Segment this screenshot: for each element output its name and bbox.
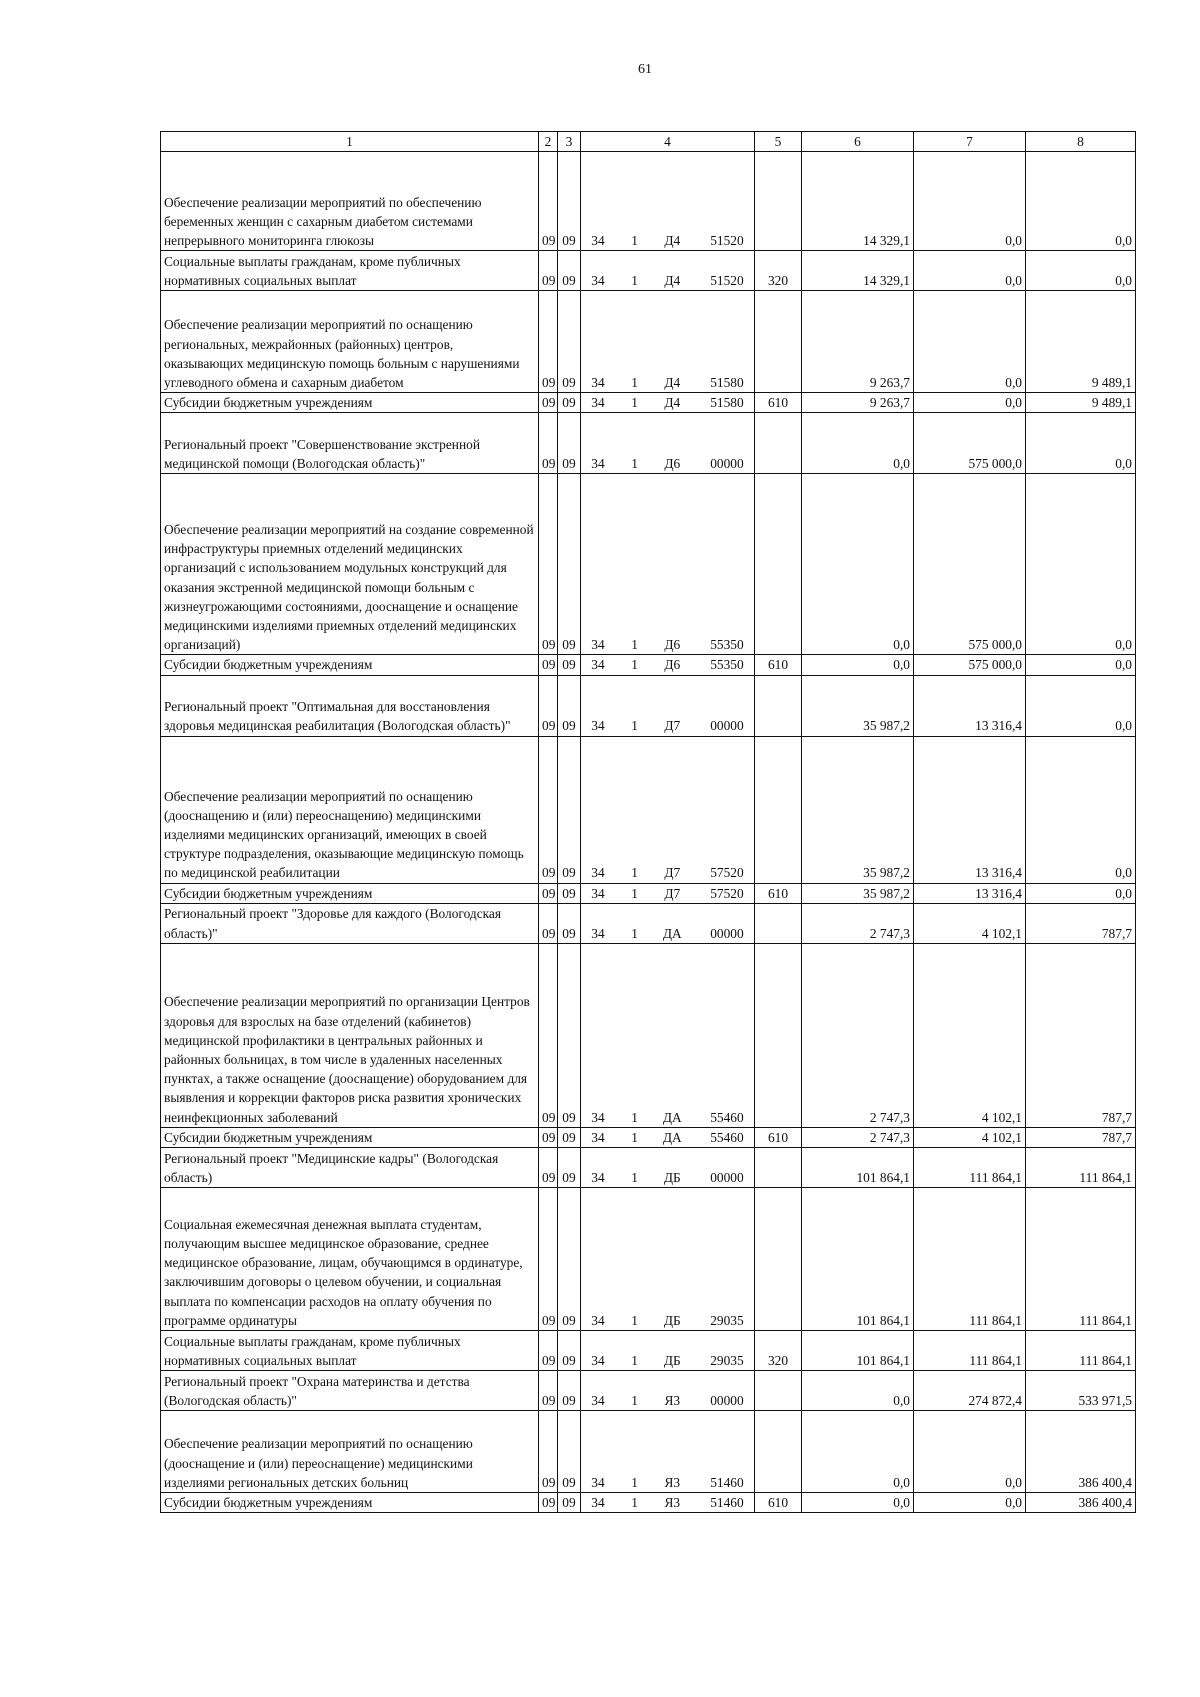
subprogram-code: 1 xyxy=(631,637,638,653)
amount-col6: 101 864,1 xyxy=(802,1188,914,1331)
target-article-code xyxy=(581,152,755,251)
project-code: ДБ xyxy=(663,1169,681,1185)
program-code: 34 xyxy=(591,375,605,390)
expense-type-code: 610 xyxy=(755,1493,802,1513)
project-code: Д7 xyxy=(664,885,681,901)
section-code: 09 xyxy=(539,943,558,1127)
subprogram-code: 1 xyxy=(631,1392,638,1408)
header-row xyxy=(161,132,1136,152)
subsection-code: 09 xyxy=(558,736,581,883)
target-article-code xyxy=(581,943,755,1127)
subprogram-code: 1 xyxy=(631,395,638,411)
section-code: 09 xyxy=(539,736,558,883)
subsection-code: 09 xyxy=(558,474,581,655)
subprogram-code: 1 xyxy=(631,1109,638,1125)
program-code: 34 xyxy=(591,657,605,673)
amount-col6: 101 864,1 xyxy=(802,1331,914,1371)
amount-col6: 9 263,7 xyxy=(802,393,914,413)
target-article-code xyxy=(581,883,755,903)
program-code: 34 xyxy=(591,1129,605,1145)
column-header: 2 xyxy=(539,132,558,152)
target-article-code xyxy=(581,1331,755,1371)
amount-col6: 35 987,2 xyxy=(802,883,914,903)
table-row xyxy=(161,474,1136,655)
program-code: 34 xyxy=(591,1169,605,1185)
column-header: 7 xyxy=(914,132,1026,152)
amount-col8: 386 400,4 xyxy=(1026,1411,1136,1493)
amount-col7: 111 864,1 xyxy=(914,1188,1026,1331)
item-name: Обеспечение реализации мероприятий по оснащению (дооснащение и (или) переоснащение) медицинскими изделиями региональных детских больниц xyxy=(161,1411,539,1493)
direction-code: 55350 xyxy=(710,637,744,653)
subprogram-code: 1 xyxy=(631,1129,638,1145)
program-code: 34 xyxy=(591,456,605,472)
direction-code: 00000 xyxy=(710,456,744,472)
item-name: Социальные выплаты гражданам, кроме публичных нормативных социальных выплат xyxy=(161,1331,539,1371)
amount-col6: 14 329,1 xyxy=(802,251,914,291)
expense-type-code: 610 xyxy=(755,655,802,675)
subprogram-code: 1 xyxy=(631,885,638,901)
project-code: ДБ xyxy=(663,1352,681,1368)
amount-col7: 0,0 xyxy=(914,152,1026,251)
section-code: 09 xyxy=(539,152,558,251)
item-name: Региональный проект "Совершенствование экстренной медицинской помощи (Вологодская область)" xyxy=(161,413,539,474)
amount-col7: 4 102,1 xyxy=(914,943,1026,1127)
subsection-code: 09 xyxy=(558,152,581,251)
amount-col8: 0,0 xyxy=(1026,474,1136,655)
direction-code: 51520 xyxy=(710,273,744,288)
item-name: Социальные выплаты гражданам, кроме публичных нормативных социальных выплат xyxy=(161,251,539,291)
direction-code: 00000 xyxy=(710,718,744,734)
item-name: Региональный проект "Медицинские кадры" (Вологодская область) xyxy=(161,1148,539,1188)
table-body xyxy=(161,132,1136,1513)
amount-col6: 0,0 xyxy=(802,413,914,474)
section-code: 09 xyxy=(539,291,558,393)
section-code: 09 xyxy=(539,1148,558,1188)
direction-code: 51520 xyxy=(710,233,744,248)
table-row xyxy=(161,1127,1136,1147)
expense-type-code xyxy=(755,736,802,883)
project-code: Д4 xyxy=(664,395,681,411)
amount-col7: 13 316,4 xyxy=(914,675,1026,736)
program-code: 34 xyxy=(591,718,605,734)
amount-col7: 13 316,4 xyxy=(914,736,1026,883)
table-row xyxy=(161,1411,1136,1493)
amount-col7: 0,0 xyxy=(914,251,1026,291)
subsection-code: 09 xyxy=(558,1127,581,1147)
section-code: 09 xyxy=(539,1371,558,1411)
amount-col6: 0,0 xyxy=(802,1493,914,1513)
table-row xyxy=(161,1331,1136,1371)
subsection-code: 09 xyxy=(558,1371,581,1411)
direction-code: 57520 xyxy=(710,865,744,881)
subsection-code: 09 xyxy=(558,291,581,393)
table-row xyxy=(161,1188,1136,1331)
item-name: Обеспечение реализации мероприятий по организации Центров здоровья для взрослых на базе отделений (кабинетов) медицинской профилактики в центральных районных и районных больницах, в том числе в удаленных населенных пунктах, а также оснащение (дооснащение) оборудованием для выявления и коррекции факторов риска развития хронических неинфекционных заболеваний xyxy=(161,943,539,1127)
program-code: 34 xyxy=(591,233,605,248)
subprogram-code: 1 xyxy=(631,1169,638,1185)
expense-type-code xyxy=(755,1148,802,1188)
subsection-code: 09 xyxy=(558,943,581,1127)
project-code: Д4 xyxy=(664,233,681,248)
subprogram-code: 1 xyxy=(631,865,638,881)
target-article-code xyxy=(581,251,755,291)
program-code: 34 xyxy=(591,885,605,901)
item-name: Субсидии бюджетным учреждениям xyxy=(161,655,539,675)
target-article-code xyxy=(581,413,755,474)
expense-type-code xyxy=(755,474,802,655)
expense-type-code xyxy=(755,413,802,474)
target-article-code xyxy=(581,1371,755,1411)
subprogram-code: 1 xyxy=(631,925,638,941)
column-header: 4 xyxy=(581,132,755,152)
subprogram-code: 1 xyxy=(631,1312,638,1328)
target-article-code xyxy=(581,1127,755,1147)
table-row xyxy=(161,251,1136,291)
target-article-code xyxy=(581,1493,755,1513)
project-code: Я3 xyxy=(664,1495,681,1511)
section-code: 09 xyxy=(539,413,558,474)
expense-type-code xyxy=(755,675,802,736)
section-code: 09 xyxy=(539,655,558,675)
table-row xyxy=(161,655,1136,675)
item-name: Региональный проект "Охрана материнства и детства (Вологодская область)" xyxy=(161,1371,539,1411)
amount-col8: 111 864,1 xyxy=(1026,1188,1136,1331)
target-article-code xyxy=(581,1188,755,1331)
target-article-code xyxy=(581,291,755,393)
subprogram-code: 1 xyxy=(631,233,638,248)
amount-col7: 575 000,0 xyxy=(914,413,1026,474)
amount-col7: 575 000,0 xyxy=(914,655,1026,675)
section-code: 09 xyxy=(539,883,558,903)
project-code: ДБ xyxy=(663,1312,681,1328)
amount-col6: 2 747,3 xyxy=(802,903,914,943)
subprogram-code: 1 xyxy=(631,1352,638,1368)
section-code: 09 xyxy=(539,1493,558,1513)
expense-type-code xyxy=(755,1371,802,1411)
amount-col8: 9 489,1 xyxy=(1026,393,1136,413)
section-code: 09 xyxy=(539,1331,558,1371)
project-code: ДА xyxy=(662,1109,682,1125)
item-name: Субсидии бюджетным учреждениям xyxy=(161,393,539,413)
target-article-code xyxy=(581,736,755,883)
amount-col7: 0,0 xyxy=(914,393,1026,413)
amount-col6: 0,0 xyxy=(802,474,914,655)
target-article-code xyxy=(581,655,755,675)
direction-code: 57520 xyxy=(710,885,744,901)
expense-type-code: 320 xyxy=(755,251,802,291)
column-header: 3 xyxy=(558,132,581,152)
program-code: 34 xyxy=(591,1109,605,1125)
expense-type-code xyxy=(755,291,802,393)
amount-col8: 111 864,1 xyxy=(1026,1148,1136,1188)
item-name: Субсидии бюджетным учреждениям xyxy=(161,1493,539,1513)
direction-code: 51580 xyxy=(710,395,744,411)
item-name: Обеспечение реализации мероприятий по оснащению региональных, межрайонных (районных) центров, оказывающих медицинскую помощь больным с нарушениями углеводного обмена и сахарным диабетом xyxy=(161,291,539,393)
direction-code: 55350 xyxy=(710,657,744,673)
subprogram-code: 1 xyxy=(631,375,638,390)
amount-col8: 787,7 xyxy=(1026,1127,1136,1147)
project-code: ДА xyxy=(662,925,682,941)
direction-code: 55460 xyxy=(710,1109,744,1125)
item-name: Субсидии бюджетным учреждениям xyxy=(161,883,539,903)
amount-col7: 0,0 xyxy=(914,291,1026,393)
budget-table xyxy=(160,131,1136,1513)
item-name: Субсидии бюджетным учреждениям xyxy=(161,1127,539,1147)
amount-col6: 35 987,2 xyxy=(802,736,914,883)
project-code: Д7 xyxy=(664,718,681,734)
table-row xyxy=(161,393,1136,413)
subsection-code: 09 xyxy=(558,1493,581,1513)
subsection-code: 09 xyxy=(558,1331,581,1371)
subprogram-code: 1 xyxy=(631,456,638,472)
program-code: 34 xyxy=(591,1392,605,1408)
column-header: 8 xyxy=(1026,132,1136,152)
expense-type-code: 610 xyxy=(755,1127,802,1147)
subprogram-code: 1 xyxy=(631,1474,638,1490)
direction-code: 00000 xyxy=(710,925,744,941)
expense-type-code: 320 xyxy=(755,1331,802,1371)
section-code: 09 xyxy=(539,251,558,291)
target-article-code xyxy=(581,393,755,413)
project-code: Д6 xyxy=(664,657,681,673)
subsection-code: 09 xyxy=(558,393,581,413)
program-code: 34 xyxy=(591,865,605,881)
direction-code: 51460 xyxy=(710,1474,744,1490)
table-row xyxy=(161,883,1136,903)
table-row xyxy=(161,1148,1136,1188)
subprogram-code: 1 xyxy=(631,718,638,734)
project-code: Я3 xyxy=(664,1474,681,1490)
direction-code: 51580 xyxy=(710,375,744,390)
subsection-code: 09 xyxy=(558,903,581,943)
amount-col6: 2 747,3 xyxy=(802,943,914,1127)
expense-type-code xyxy=(755,943,802,1127)
project-code: Д4 xyxy=(664,273,681,288)
program-code: 34 xyxy=(591,637,605,653)
section-code: 09 xyxy=(539,393,558,413)
column-header: 6 xyxy=(802,132,914,152)
project-code: Д6 xyxy=(664,637,681,653)
item-name: Социальная ежемесячная денежная выплата студентам, получающим высшее медицинское образование, среднее медицинское образование, лицам, обучающимся в ординатуре, заключившим договоры о целевом обучении, и социальная выплата по компенсации расходов на оплату обучения по программе ординатуры xyxy=(161,1188,539,1331)
amount-col6: 9 263,7 xyxy=(802,291,914,393)
direction-code: 00000 xyxy=(710,1169,744,1185)
target-article-code xyxy=(581,1411,755,1493)
program-code: 34 xyxy=(591,273,605,288)
subsection-code: 09 xyxy=(558,1411,581,1493)
subsection-code: 09 xyxy=(558,251,581,291)
table-row xyxy=(161,1371,1136,1411)
amount-col6: 14 329,1 xyxy=(802,152,914,251)
direction-code: 55460 xyxy=(710,1129,744,1145)
amount-col8: 0,0 xyxy=(1026,736,1136,883)
project-code: Я3 xyxy=(664,1392,681,1408)
expense-type-code xyxy=(755,152,802,251)
amount-col7: 4 102,1 xyxy=(914,1127,1026,1147)
subsection-code: 09 xyxy=(558,655,581,675)
amount-col8: 111 864,1 xyxy=(1026,1331,1136,1371)
amount-col7: 274 872,4 xyxy=(914,1371,1026,1411)
column-header: 1 xyxy=(161,132,539,152)
program-code: 34 xyxy=(591,925,605,941)
amount-col7: 111 864,1 xyxy=(914,1148,1026,1188)
amount-col8: 0,0 xyxy=(1026,675,1136,736)
subprogram-code: 1 xyxy=(631,273,638,288)
subprogram-code: 1 xyxy=(631,657,638,673)
table-row xyxy=(161,675,1136,736)
amount-col7: 575 000,0 xyxy=(914,474,1026,655)
subprogram-code: 1 xyxy=(631,1495,638,1511)
expense-type-code: 610 xyxy=(755,393,802,413)
target-article-code xyxy=(581,675,755,736)
amount-col8: 0,0 xyxy=(1026,883,1136,903)
amount-col8: 787,7 xyxy=(1026,943,1136,1127)
direction-code: 00000 xyxy=(710,1392,744,1408)
expense-type-code: 610 xyxy=(755,883,802,903)
expense-type-code xyxy=(755,1188,802,1331)
amount-col8: 9 489,1 xyxy=(1026,291,1136,393)
direction-code: 29035 xyxy=(710,1312,744,1328)
section-code: 09 xyxy=(539,675,558,736)
subsection-code: 09 xyxy=(558,1188,581,1331)
amount-col8: 386 400,4 xyxy=(1026,1493,1136,1513)
subsection-code: 09 xyxy=(558,413,581,474)
item-name: Региональный проект "Оптимальная для восстановления здоровья медицинская реабилитация (Вологодская область)" xyxy=(161,675,539,736)
amount-col6: 101 864,1 xyxy=(802,1148,914,1188)
table-row xyxy=(161,736,1136,883)
amount-col7: 4 102,1 xyxy=(914,903,1026,943)
target-article-code xyxy=(581,474,755,655)
project-code: ДА xyxy=(662,1129,682,1145)
amount-col8: 0,0 xyxy=(1026,655,1136,675)
amount-col8: 787,7 xyxy=(1026,903,1136,943)
amount-col6: 0,0 xyxy=(802,655,914,675)
table-row xyxy=(161,291,1136,393)
amount-col6: 0,0 xyxy=(802,1371,914,1411)
target-article-code xyxy=(581,1148,755,1188)
amount-col7: 13 316,4 xyxy=(914,883,1026,903)
amount-col6: 2 747,3 xyxy=(802,1127,914,1147)
subsection-code: 09 xyxy=(558,1148,581,1188)
expense-type-code xyxy=(755,903,802,943)
item-name: Обеспечение реализации мероприятий по оснащению (дооснащению и (или) переоснащению) медицинскими изделиями медицинских организаций, имеющих в своей структуре подразделения, оказывающие медицинскую помощь по медицинской реабилитации xyxy=(161,736,539,883)
amount-col8: 533 971,5 xyxy=(1026,1371,1136,1411)
project-code: Д7 xyxy=(664,865,681,881)
amount-col7: 0,0 xyxy=(914,1411,1026,1493)
program-code: 34 xyxy=(591,1474,605,1490)
amount-col8: 0,0 xyxy=(1026,251,1136,291)
table-row xyxy=(161,413,1136,474)
item-name: Обеспечение реализации мероприятий по обеспечению беременных женщин с сахарным диабетом системами непрерывного мониторинга глюкозы xyxy=(161,152,539,251)
project-code: Д6 xyxy=(664,456,681,472)
project-code: Д4 xyxy=(664,375,681,390)
table-row xyxy=(161,152,1136,251)
direction-code: 29035 xyxy=(710,1352,744,1368)
section-code: 09 xyxy=(539,1188,558,1331)
amount-col7: 0,0 xyxy=(914,1493,1026,1513)
column-header: 5 xyxy=(755,132,802,152)
program-code: 34 xyxy=(591,1312,605,1328)
page-number: 61 xyxy=(638,62,652,77)
amount-col8: 0,0 xyxy=(1026,413,1136,474)
table-row xyxy=(161,1493,1136,1513)
program-code: 34 xyxy=(591,395,605,411)
subsection-code: 09 xyxy=(558,883,581,903)
item-name: Региональный проект "Здоровье для каждого (Вологодская область)" xyxy=(161,903,539,943)
amount-col7: 111 864,1 xyxy=(914,1331,1026,1371)
section-code: 09 xyxy=(539,1411,558,1493)
table-row xyxy=(161,903,1136,943)
amount-col6: 35 987,2 xyxy=(802,675,914,736)
program-code: 34 xyxy=(591,1352,605,1368)
target-article-code xyxy=(581,903,755,943)
expense-type-code xyxy=(755,1411,802,1493)
section-code: 09 xyxy=(539,474,558,655)
section-code: 09 xyxy=(539,1127,558,1147)
table-row xyxy=(161,943,1136,1127)
item-name: Обеспечение реализации мероприятий на создание современной инфраструктуры приемных отделений медицинских организаций с использованием модульных конструкций для оказания экстренной медицинской помощи больным с жизнеугрожающими состояниями, дооснащение и оснащение медицинскими изделиями приемных отделений медицинских организаций) xyxy=(161,474,539,655)
amount-col6: 0,0 xyxy=(802,1411,914,1493)
program-code: 34 xyxy=(591,1495,605,1511)
subsection-code: 09 xyxy=(558,675,581,736)
direction-code: 51460 xyxy=(710,1495,744,1511)
amount-col8: 0,0 xyxy=(1026,152,1136,251)
section-code: 09 xyxy=(539,903,558,943)
